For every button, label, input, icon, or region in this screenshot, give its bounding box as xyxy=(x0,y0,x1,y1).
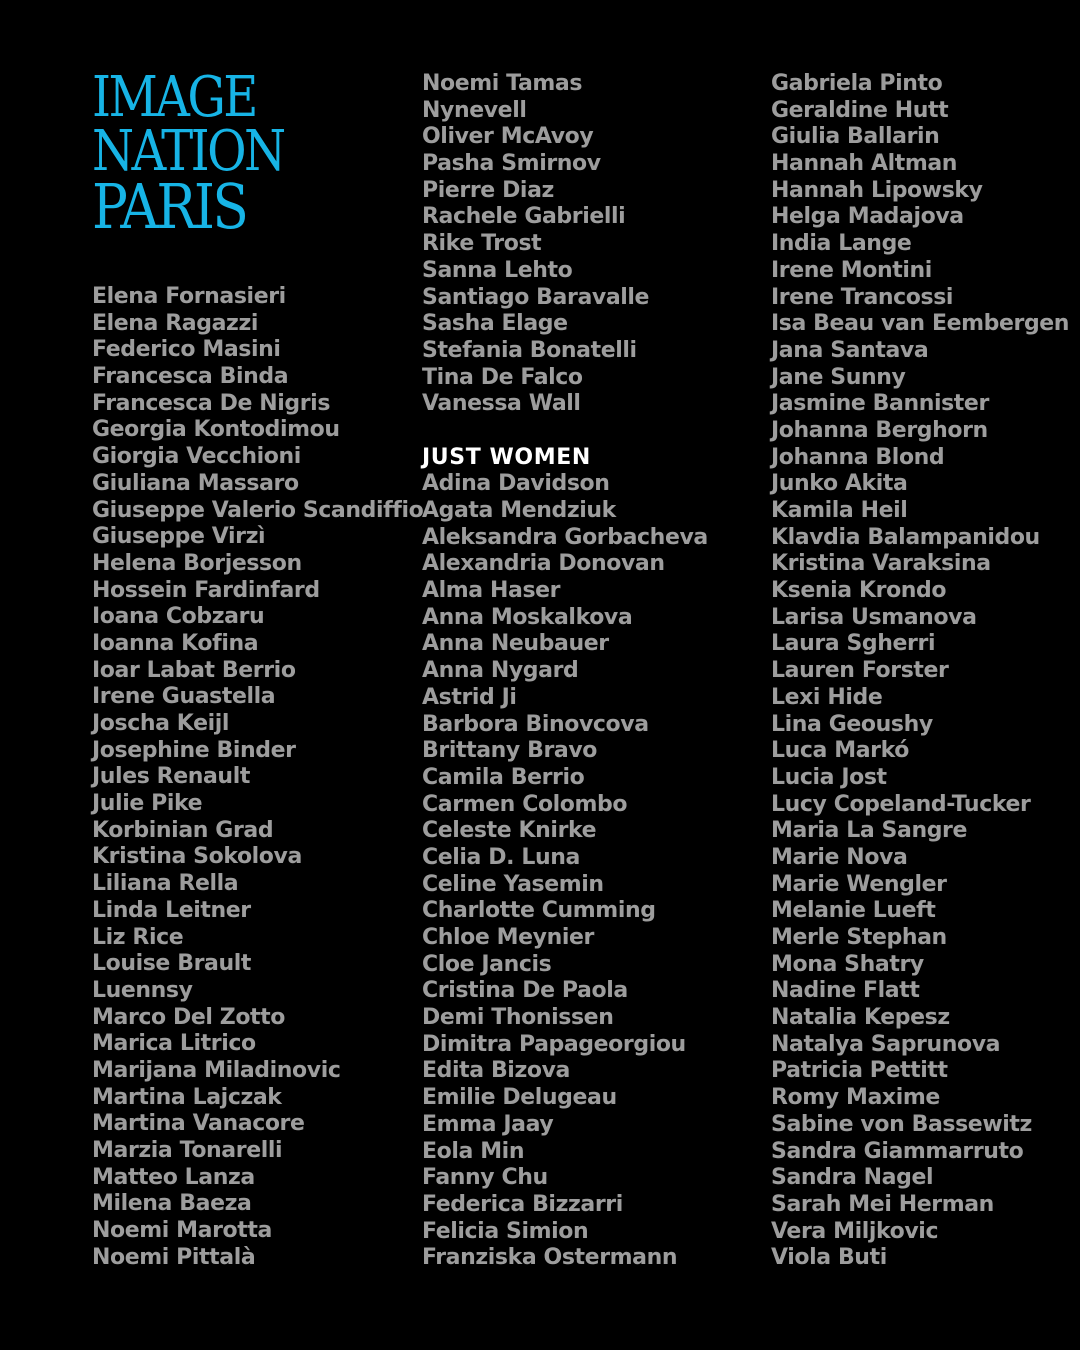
name-entry: Noemi Pittalà xyxy=(92,1244,256,1270)
name-entry: Lina Geoushy xyxy=(771,711,933,737)
names-column-3 xyxy=(771,71,1069,1272)
name-entry: Sandra Giammarruto xyxy=(771,1138,1024,1164)
name-entry: Elena Ragazzi xyxy=(92,310,258,336)
name-entry: Cloe Jancis xyxy=(422,951,552,977)
name-entry: Sarah Mei Herman xyxy=(771,1191,994,1217)
name-entry: Larisa Usmanova xyxy=(771,604,977,630)
name-entry: Francesca Binda xyxy=(92,364,289,390)
brand-line-2: NATION xyxy=(92,119,284,184)
name-entry: Junko Akita xyxy=(771,471,908,497)
name-entry: Julie Pike xyxy=(92,791,203,817)
name-entry: Jane Sunny xyxy=(771,364,906,390)
name-entry: Felicia Simion xyxy=(422,1218,589,1244)
name-entry: Stefania Bonatelli xyxy=(422,337,637,363)
name-entry: Melanie Lueft xyxy=(771,898,936,924)
name-entry: Kristina Varaksina xyxy=(771,551,991,577)
names-column-1 xyxy=(92,284,423,1271)
name-entry: Natalya Saprunova xyxy=(771,1031,1001,1057)
name-entry: Linda Leitner xyxy=(92,897,251,923)
name-entry: Martina Lajczak xyxy=(92,1084,282,1110)
name-entry: Romy Maxime xyxy=(771,1085,940,1111)
name-entry: Giorgia Vecchioni xyxy=(92,444,301,470)
name-entry: Carmen Colombo xyxy=(422,791,628,817)
name-entry: Edita Bizova xyxy=(422,1058,570,1084)
name-entry: Isa Beau van Eembergen xyxy=(771,311,1070,337)
section-heading-just-women: JUST WOMEN xyxy=(422,444,591,470)
name-entry: Mona Shatry xyxy=(771,951,924,977)
name-entry: Gabriela Pinto xyxy=(771,71,943,96)
name-entry: Johanna Blond xyxy=(771,444,945,470)
name-entry: Celia D. Luna xyxy=(422,844,580,870)
name-entry: Federica Bizzarri xyxy=(422,1191,623,1217)
name-entry: Lauren Forster xyxy=(771,658,949,684)
name-entry: Nynevell xyxy=(422,97,527,123)
name-entry: Korbinian Grad xyxy=(92,817,274,843)
name-entry: Liliana Rella xyxy=(92,871,239,897)
name-entry: Alma Haser xyxy=(422,578,561,604)
name-entry: Ioanna Kofina xyxy=(92,630,259,656)
name-entry: Kristina Sokolova xyxy=(92,844,302,870)
name-entry: Luca Markó xyxy=(771,738,909,764)
name-entry: Ioana Cobzaru xyxy=(92,604,265,630)
name-entry: Nadine Flatt xyxy=(771,978,920,1004)
name-entry: Celeste Knirke xyxy=(422,818,597,844)
name-entry: Sanna Lehto xyxy=(422,257,573,283)
name-entry: Irene Trancossi xyxy=(771,284,954,310)
name-entry: Oliver McAvoy xyxy=(422,124,594,150)
name-entry: Lucia Jost xyxy=(771,764,887,790)
name-entry: Pasha Smirnov xyxy=(422,151,601,177)
name-entry: Viola Buti xyxy=(771,1245,887,1271)
name-entry: Louise Brault xyxy=(92,951,251,977)
name-entry: Noemi Marotta xyxy=(92,1218,272,1244)
name-entry: Josephine Binder xyxy=(92,737,296,763)
name-entry: Maria La Sangre xyxy=(771,818,968,844)
name-entry: Giuliana Massaro xyxy=(92,470,299,496)
name-entry: Hannah Altman xyxy=(771,151,958,177)
name-entry: Klavdia Balampanidou xyxy=(771,524,1040,550)
name-entry: Rachele Gabrielli xyxy=(422,204,626,230)
name-entry: Hossein Fardinfard xyxy=(92,577,320,603)
name-entry: Sandra Nagel xyxy=(771,1165,934,1191)
name-entry: Fanny Chu xyxy=(422,1165,548,1191)
name-entry: Agata Mendziuk xyxy=(422,498,616,523)
name-entry: Sasha Elage xyxy=(422,311,568,337)
name-entry: Anna Neubauer xyxy=(422,631,609,657)
brand-line-3: PARIS xyxy=(92,170,247,243)
name-entry: Natalia Kepesz xyxy=(771,1005,950,1031)
name-entry: Marzia Tonarelli xyxy=(92,1138,283,1163)
name-entry: Anna Nygard xyxy=(422,658,579,684)
name-entry: Demi Thonissen xyxy=(422,1005,614,1031)
name-entry: Eola Min xyxy=(422,1138,525,1164)
name-entry: Aleksandra Gorbacheva xyxy=(422,524,708,550)
brand-line-1: IMAGE xyxy=(92,65,256,130)
name-entry: Camila Berrio xyxy=(422,764,585,790)
name-entry: Giuseppe Valerio Scandiffio xyxy=(92,497,424,523)
names-group-just-women xyxy=(422,471,708,1272)
name-entry: Jana Santava xyxy=(771,337,929,363)
name-entry: Helena Borjesson xyxy=(92,550,302,576)
name-entry: Marco Del Zotto xyxy=(92,1004,285,1030)
name-entry: Jasmine Bannister xyxy=(771,391,989,417)
name-entry: Ksenia Krondo xyxy=(771,578,947,604)
name-entry: Brittany Bravo xyxy=(422,738,598,764)
name-entry: Matteo Lanza xyxy=(92,1164,255,1190)
name-entry: Francesca De Nigris xyxy=(92,390,331,416)
section-spacer xyxy=(422,418,708,445)
name-entry: Cristina De Paola xyxy=(422,978,628,1004)
name-entry: Lexi Hide xyxy=(771,684,883,710)
name-entry: Giuseppe Virzì xyxy=(92,524,266,550)
name-entry: Helga Madajova xyxy=(771,204,964,230)
name-entry: Elena Fornasieri xyxy=(92,284,286,309)
name-entry: Lucy Copeland-Tucker xyxy=(771,791,1031,817)
name-entry: Milena Baeza xyxy=(92,1191,252,1217)
name-entry: Luennsy xyxy=(92,977,193,1003)
name-entry: Barbora Binovcova xyxy=(422,711,649,737)
name-entry: Martina Vanacore xyxy=(92,1111,305,1137)
name-entry: Astrid Ji xyxy=(422,684,517,710)
name-entry: Sabine von Bassewitz xyxy=(771,1111,1032,1137)
name-entry: Vanessa Wall xyxy=(422,391,581,417)
name-entry: Ioar Labat Berrio xyxy=(92,657,296,683)
name-entry: Patricia Pettitt xyxy=(771,1058,948,1084)
name-entry: Noemi Tamas xyxy=(422,71,583,96)
name-entry: Joscha Keijl xyxy=(92,711,230,736)
name-entry: Chloe Meynier xyxy=(422,925,594,950)
name-entry: Giulia Ballarin xyxy=(771,124,940,150)
name-entry: Tina De Falco xyxy=(422,364,583,390)
name-entry: Federico Masini xyxy=(92,337,281,363)
name-entry: Alexandria Donovan xyxy=(422,551,665,577)
name-entry: Emilie Delugeau xyxy=(422,1085,617,1111)
name-entry: Santiago Baravalle xyxy=(422,284,650,310)
names-column-2 xyxy=(422,71,708,1272)
name-entry: Liz Rice xyxy=(92,924,184,950)
name-entry: Irene Montini xyxy=(771,257,932,283)
name-entry: Pierre Diaz xyxy=(422,177,554,203)
name-entry: Geraldine Hutt xyxy=(771,97,949,123)
name-entry: Emma Jaay xyxy=(422,1111,554,1137)
name-entry: Hannah Lipowsky xyxy=(771,177,983,203)
name-entry: Vera Miljkovic xyxy=(771,1218,939,1244)
names-group-top xyxy=(422,71,708,418)
brand-logo xyxy=(92,65,315,243)
name-entry: Jules Renault xyxy=(92,764,250,790)
name-entry: Franziska Ostermann xyxy=(422,1245,678,1271)
name-entry: Charlotte Cumming xyxy=(422,898,656,924)
name-entry: Irene Guastella xyxy=(92,684,276,710)
name-entry: Marijana Miladinovic xyxy=(92,1057,341,1083)
name-entry: India Lange xyxy=(771,231,912,257)
name-entry: Johanna Berghorn xyxy=(771,417,988,443)
name-entry: Merle Stephan xyxy=(771,925,947,950)
name-entry: Rike Trost xyxy=(422,231,542,257)
name-entry: Laura Sgherri xyxy=(771,631,936,657)
name-entry: Kamila Heil xyxy=(771,498,908,523)
name-entry: Marie Wengler xyxy=(771,871,947,897)
name-entry: Georgia Kontodimou xyxy=(92,417,340,443)
name-entry: Dimitra Papageorgiou xyxy=(422,1031,686,1057)
name-entry: Anna Moskalkova xyxy=(422,604,633,630)
name-entry: Adina Davidson xyxy=(422,471,610,497)
name-entry: Celine Yasemin xyxy=(422,871,604,897)
name-entry: Marica Litrico xyxy=(92,1031,256,1057)
name-entry: Marie Nova xyxy=(771,844,908,870)
